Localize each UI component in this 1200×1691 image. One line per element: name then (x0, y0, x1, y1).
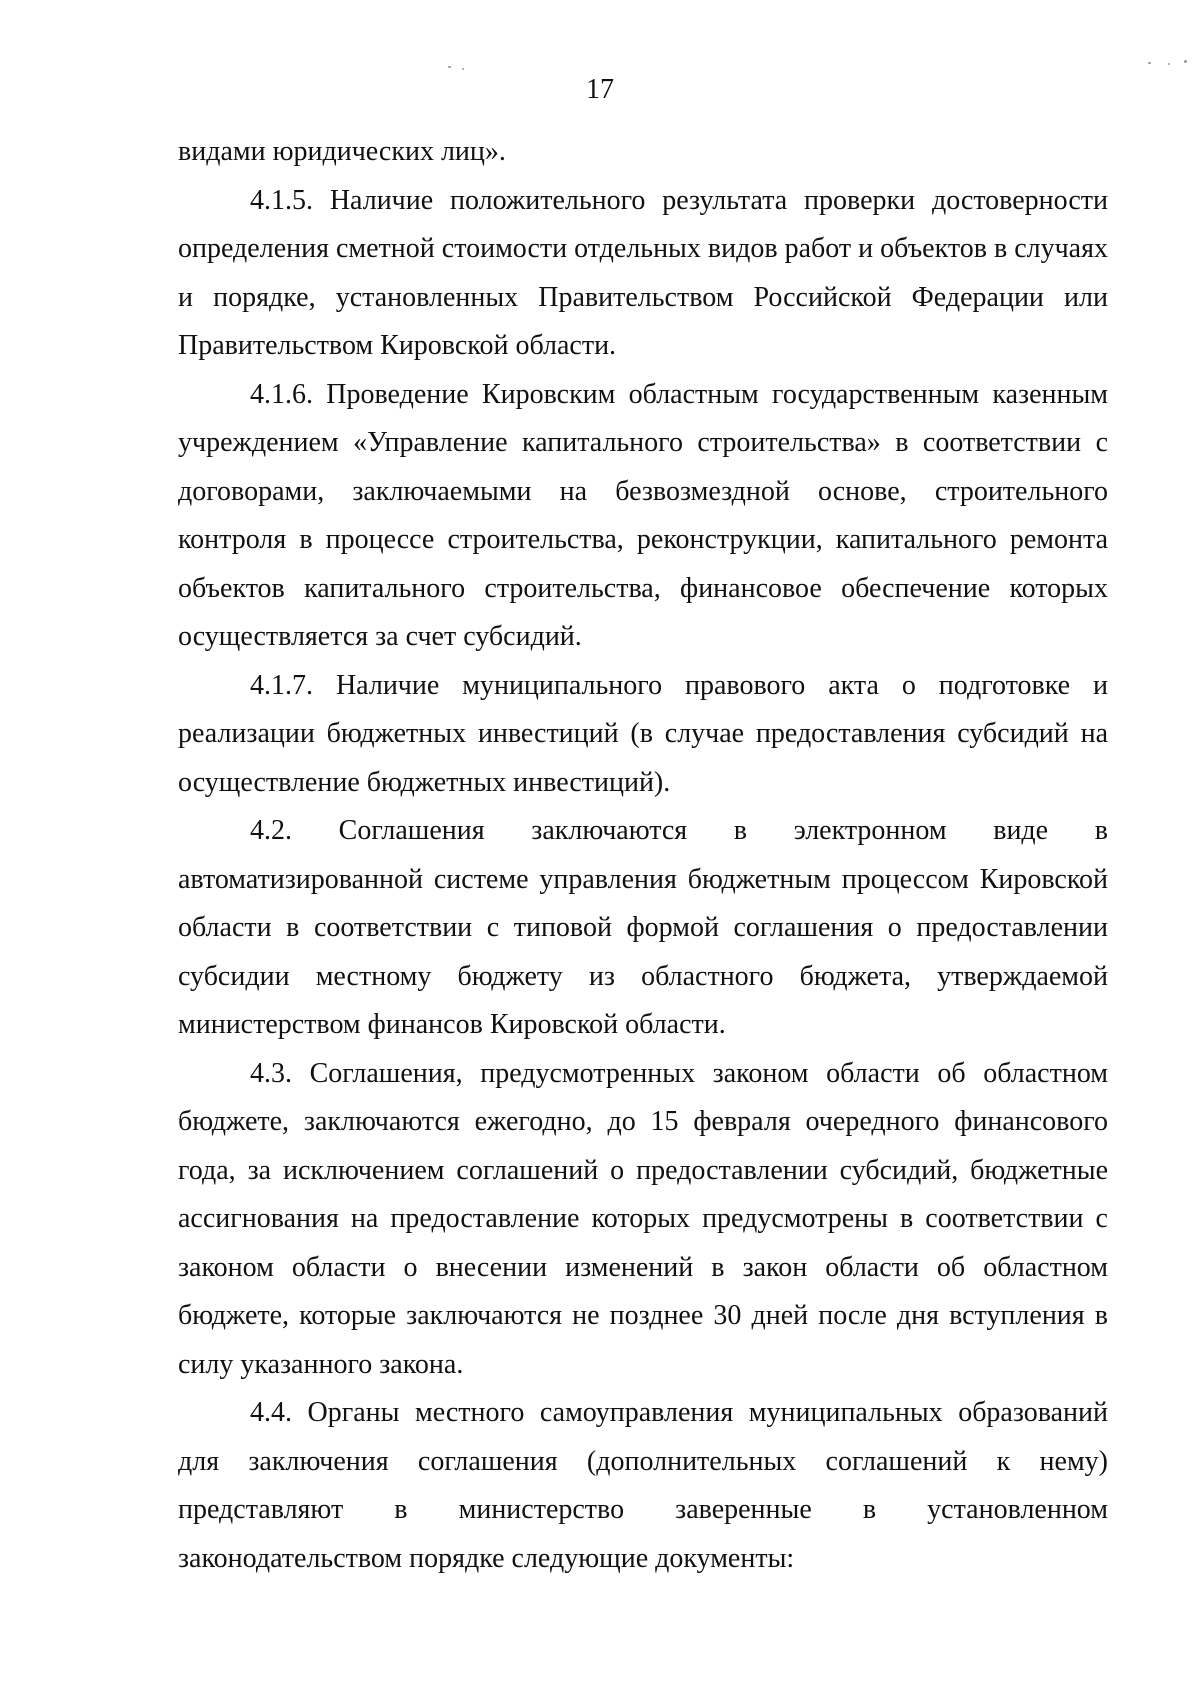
scan-speck (1168, 63, 1170, 65)
document-body (178, 128, 1108, 1583)
page-number: 17 (586, 74, 614, 105)
paragraph-4-2: 4.2. Соглашения заключаются в электронном виде в автоматизированной системе управления бюджетным процессом Кировской области в соответствии с типовой формой соглашения о предоставлении субсидии местному бюджету из областного бюджета, утверждаемой министерством финансов Кировской области. (178, 815, 1108, 1040)
scan-speck (1184, 60, 1187, 63)
scan-speck (1148, 62, 1151, 64)
paragraph-4-4: 4.4. Органы местного самоуправления муниципальных образований для заключения соглашения (дополнительных соглашений к нему) представляют в министерство заверенные в установленном законодательством порядке следующие документы: (178, 1397, 1108, 1574)
paragraph-4-1-6: 4.1.6. Проведение Кировским областным государственным казенным учреждением «Управление капитального строительства» в соответствии с договорами, заключаемыми на безвозмездной основе, строительного контроля в процессе строительства, реконструкции, капитального ремонта объектов капитального строительства, финансовое обеспечение которых осуществляется за счет субсидий. (178, 378, 1108, 652)
paragraph-4-1-7: 4.1.7. Наличие муниципального правового акта о подготовке и реализации бюджетных инвестиций (в случае предоставления субсидий на осуществление бюджетных инвестиций). (178, 669, 1108, 798)
scan-speck (462, 68, 464, 70)
paragraph-4-1-5: 4.1.5. Наличие положительного результата проверки достоверности определения сметной стоимости отдельных видов работ и объектов в случаях и порядке, установленных Правительством Российской Федерации или Правительством Кировской области. (178, 184, 1108, 361)
paragraph-continuation: видами юридических лиц». (178, 136, 506, 167)
scan-speck (448, 66, 451, 68)
paragraph-4-3: 4.3. Соглашения, предусмотренных законом области об областном бюджете, заключаются ежегодно, до 15 февраля очередного финансового года, за исключением соглашений о предоставлении субсидий, бюджетные ассигнования на предоставление которых предусмотрены в соответствии с законом области о внесении изменений в закон области об областном бюджете, которые заключаются не позднее 30 дней после дня вступления в силу указанного закона. (178, 1057, 1108, 1380)
